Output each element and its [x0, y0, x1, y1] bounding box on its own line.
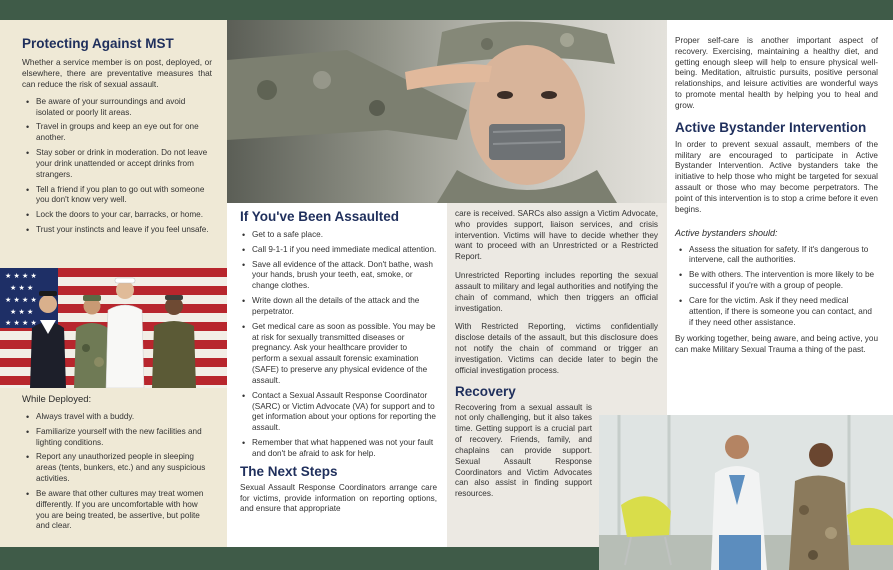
sarc-paragraph: care is received. SARCs also assign a Victim Advocate, who provides support, liaison services, and crisis intervention. Victims will have to decide whether they want to proceed with an Unrestricted or a Restricted Report. — [455, 209, 658, 262]
bystander-panel — [667, 20, 893, 415]
next-steps-title: The Next Steps — [240, 463, 338, 479]
list-item: • Call 9-1-1 if you need immediate medical attention. — [244, 245, 437, 256]
assaulted-panel — [227, 203, 447, 547]
recovery-text: Recovering from a sexual assault is not only challenging, but it also takes time. Getting support is a crucial part of recovery. Friends, family, and chaplains can provide support. Sexual Assault Response Coordinators and Victim Advocates can also assist in finding support resources. — [455, 402, 592, 499]
list-item: • Save all evidence of the attack. Don't bathe, wash your hands, brush your teeth, eat, smoke, or change clothes. — [244, 260, 437, 292]
list-item: • Be aware of your surroundings and avoid isolated or poorly lit areas. — [28, 97, 212, 119]
svg-text:★ ★ ★ ★: ★ ★ ★ ★ — [5, 296, 37, 304]
saluting-soldier-photo — [227, 20, 668, 203]
restricted-paragraph: With Restricted Reporting, victims confidentially disclose details of the assault, but this disclosure does not notify the chain of command or trigger an investigation. Victims can decide later to begin the official investigation process. — [455, 322, 658, 375]
list-item: • Write down all the details of the attack and the perpetrator. — [244, 296, 437, 318]
list-item: • Be with others. The intervention is more likely to be successful if you're with a group of people. — [681, 270, 878, 292]
counseling-photo — [599, 415, 893, 570]
assaulted-title: If You've Been Assaulted — [240, 209, 400, 224]
list-item: • Familiarize yourself with the new facilities and lighting conditions. — [28, 427, 212, 449]
list-item: • Travel in groups and keep an eye out for one another. — [28, 122, 212, 144]
svg-text:★ ★ ★: ★ ★ ★ — [10, 308, 34, 316]
list-item: • Trust your instincts and leave if you feel unsafe. — [28, 225, 212, 236]
self-care-paragraph: Proper self-care is another important aspect of recovery. Exercising, maintaining a healthy diet, and getting enough sleep will help to ensure physical well-being. Meditation, altruistic pursuits, positive personal relationships, and leisure activities are wonderful ways to promote mental health by helping you to heal and grow. — [675, 36, 878, 110]
list-item: • Contact a Sexual Assault Response Coordinator (SARC) or Victim Advocate (VA) for support and to get information about your options for reporting the assault. — [244, 391, 437, 434]
bystander-body: In order to prevent sexual assault, members of the military are encouraged to participate in Active Bystander Intervention. Active bystanders take the initiative to help those who might be targeted for sexual assault or those who may become perpetrators. The point of this intervention is to stop a crime before it even begins. — [675, 139, 878, 214]
list-item: • Lock the doors to your car, barracks, or home. — [28, 210, 212, 221]
closing-paragraph: By working together, being aware, and being active, you can make Military Sexual Trauma a thing of the past. — [675, 334, 878, 355]
footer-band — [0, 547, 599, 570]
unrestricted-paragraph: Unrestricted Reporting includes reporting the sexual assault to military and legal authorities and notifying the chain of command, which then triggers an official investigation. — [455, 271, 658, 313]
list-item: • Assess the situation for safety. If it's dangerous to intervene, call the authorities. — [681, 245, 878, 267]
protecting-title: Protecting Against MST — [22, 36, 174, 51]
recovery-title: Recovery — [455, 383, 516, 399]
list-item: • Report any unauthorized people in sleeping areas (tents, bunkers, etc.) and any suspicious activities. — [28, 452, 212, 484]
bystanders-should-title: Active bystanders should: — [675, 227, 778, 238]
svg-text:★ ★ ★: ★ ★ ★ — [10, 284, 34, 292]
protecting-intro: Whether a service member is on post, deployed, or elsewhere, there are preventative measures that can reduce the risk of sexual assault. — [22, 57, 212, 89]
list-item: • Tell a friend if you plan to go out with someone you don't know very well. — [28, 185, 212, 207]
list-item: • Be aware that other cultures may treat women differently. If you are uncomfortable with how you are being treated, be assertive, but polite and clear. — [28, 489, 212, 532]
list-item: • Stay sober or drink in moderation. Do not leave your drink unattended or accept drinks from strangers. — [28, 148, 212, 180]
svg-text:★ ★ ★ ★: ★ ★ ★ ★ — [5, 272, 37, 280]
list-item: • Always travel with a buddy. — [28, 412, 212, 423]
list-item: • Get medical care as soon as possible. You may be at risk for sexually transmitted diseases or pregnancy. Ask your healthcare provider to perform a sexual assault forensic examination (SAFE) to preserve any physical evidence of the assault. — [244, 322, 437, 387]
bystander-title: Active Bystander Intervention — [675, 119, 867, 135]
next-steps-text: Sexual Assault Response Coordinators arrange care for victims, provide information on reporting options, and ensure that appropriate — [240, 482, 437, 514]
service-members-flag-photo — [0, 268, 227, 388]
deployed-title: While Deployed: — [22, 394, 92, 405]
list-item: • Get to a safe place. — [244, 230, 437, 241]
svg-text:★ ★ ★ ★: ★ ★ ★ ★ — [5, 319, 37, 327]
list-item: • Remember that what happened was not your fault and don't be afraid to ask for help. — [244, 438, 437, 460]
list-item: • Care for the victim. Ask if they need medical attention, if there is someone you can contact, and if they need other assistance. — [681, 296, 878, 328]
